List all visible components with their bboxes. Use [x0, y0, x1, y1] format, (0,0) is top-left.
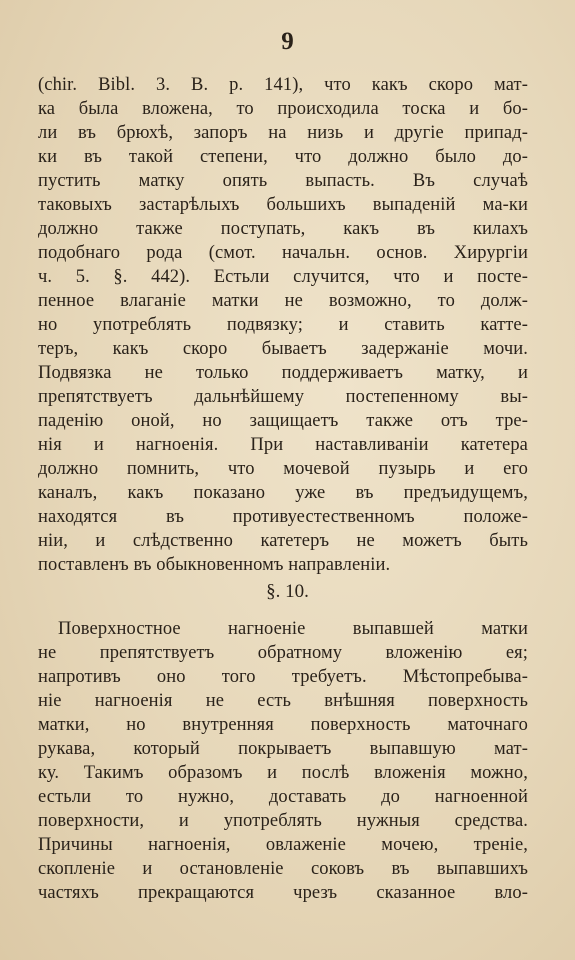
text-line: ку. Такимъ образомъ и послѣ вложенія можно, — [38, 763, 528, 783]
page-number: 9 — [281, 28, 294, 55]
text-line: естьли то нужно, доставать до нагноенной — [38, 787, 528, 807]
text-line: пенное влаганіе матки не возможно, то долж- — [38, 291, 528, 311]
section-heading: §. 10. — [266, 581, 309, 602]
text-line: ка была вложена, то происходила тоска и бо- — [38, 99, 528, 119]
text-line: находятся въ противуестественномъ положе- — [38, 507, 528, 527]
text-line: должно также поступать, какъ въ килахъ — [38, 219, 528, 239]
text-line: скопленіе и остановленіе соковъ въ выпавшихъ — [38, 859, 528, 879]
text-line: ки въ такой степени, что должно было до- — [38, 147, 528, 167]
text-line: не препятствуетъ обратному вложенію ея; — [38, 643, 528, 663]
text-line: нія и нагноенія. При наставливаніи катетера — [38, 435, 528, 455]
text-line: но употреблять подвязку; и ставить катте- — [38, 315, 528, 335]
text-line: ніе нагноенія не есть внѣшняя поверхность — [38, 691, 528, 711]
text-line: напротивъ оно того требуетъ. Мѣстопребыва- — [38, 667, 528, 687]
text-line: паденію оной, но защищаетъ также отъ тре- — [38, 411, 528, 431]
text-line: поверхности, и употреблять нужныя средства. — [38, 811, 528, 831]
text-line: ч. 5. §. 442). Естьли случится, что и посте- — [38, 267, 528, 287]
text-line: каналъ, какъ показано уже въ предъидущемъ, — [38, 483, 528, 503]
text-line: рукава, который покрываетъ выпавшую мат- — [38, 739, 528, 759]
text-line: таковыхъ застарѣлыхъ большихъ выпаденій ма-ки — [38, 195, 528, 215]
text-line: Причины нагноенія, овлаженіе мочею, треніе, — [38, 835, 528, 855]
text-line: должно помнить, что мочевой пузырь и его — [38, 459, 528, 479]
text-line: подобнаго рода (смот. начальн. основ. Хирургіи — [38, 243, 528, 263]
text-line: ніи, и слѣдственно катетеръ не можетъ быть — [38, 531, 528, 551]
text-line: ли въ брюхѣ, запоръ на низь и другіе припад- — [38, 123, 528, 143]
text-line: теръ, какъ скоро бываетъ задержаніе мочи. — [38, 339, 528, 359]
text-line: Подвязка не только поддерживаетъ матку, и — [38, 363, 528, 383]
text-line: поставленъ въ обыкновенномъ направленіи. — [38, 555, 391, 575]
text-line: матки, но внутренняя поверхность маточнаго — [38, 715, 528, 735]
text-line: частяхъ прекращаются чрезъ сказанное вло- — [38, 883, 528, 903]
text-line: пустить матку опять выпасть. Въ случаѣ — [38, 171, 528, 191]
text-line: (chir. Bibl. 3. B. p. 141), что какъ скоро мат- — [38, 75, 528, 95]
text-line: Поверхностное нагноеніе выпавшей матки — [58, 619, 528, 639]
text-line: препятствуетъ дальнѣйшему постепенному вы- — [38, 387, 528, 407]
